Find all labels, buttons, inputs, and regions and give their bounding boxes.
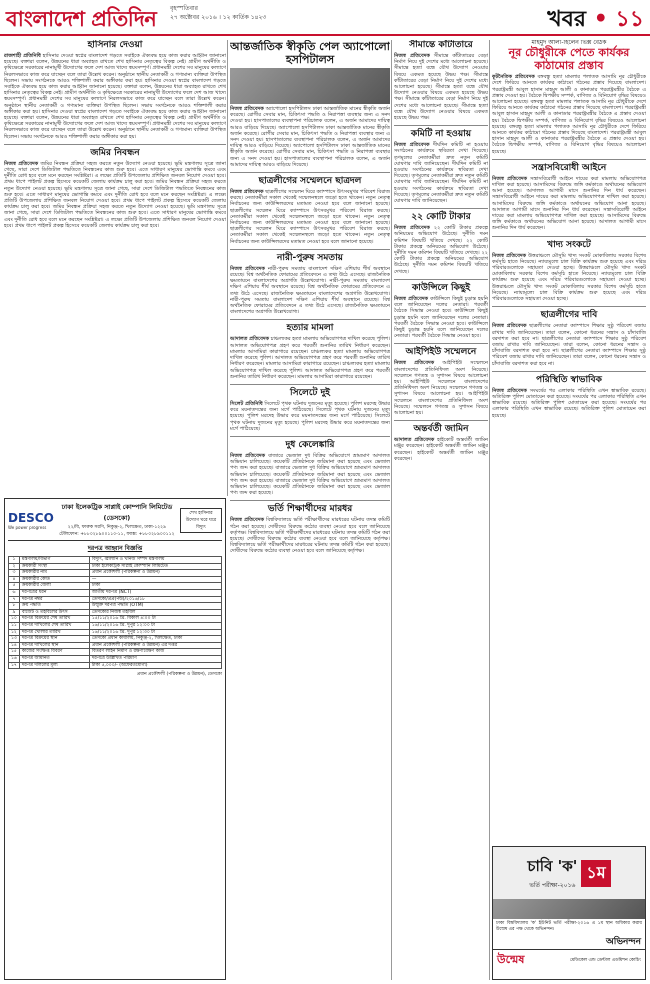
- story-headline: জমির নিবন্ধন: [90, 147, 140, 158]
- row-value: ডেসকো/প্রপ্র(পউ)/২০১৬/১৮: [89, 596, 221, 603]
- row-number: ১১: [9, 622, 20, 629]
- story: [492, 375, 646, 419]
- row-label: কাজের সংক্ষিপ্ত বিবরণ: [19, 649, 89, 656]
- org-name: ঢাকা ইলেকট্রিক সাপ্লাই কোম্পানি লিমিটেড (ডেসকো): [61, 503, 173, 522]
- story-body: [492, 323, 646, 366]
- story-byline: নিজস্ব প্রতিবেদক: [492, 252, 527, 259]
- divider: [394, 279, 488, 280]
- story-byline: নিজস্ব প্রতিবেদক: [230, 106, 264, 112]
- story: [230, 323, 390, 379]
- divider: [230, 172, 390, 173]
- row-number: ৬: [9, 589, 20, 596]
- row-number: ৮: [9, 603, 20, 610]
- story-text: বিশ্ববিদ্যালয়ে ভর্তি পরীক্ষার্থীদের মারধরের ঘটনায় তদন্ত কমিটি গঠন করা হয়েছে। দোষীদের বিরুদ্ধে কঠোর ব্যবস্থা নেওয়া হবে বলে জানিয়েছে কর্তৃপক্ষ। বিশ্ববিদ্যালয়ে ভর্তি পরীক্ষার্থীদের মারধরের ঘটনায় তদন্ত কমিটি গঠন করা হয়েছে। দোষীদের বিরুদ্ধে কঠোর ব্যবস্থা নেওয়া হবে বলে জানিয়েছে কর্তৃপক্ষ। বিশ্ববিদ্যালয়ে ভর্তি পরীক্ষার্থীদের মারধরের ঘটনায় তদন্ত কমিটি গঠন করা হয়েছে। দোষীদের বিরুদ্ধে কঠোর ব্যবস্থা নেওয়া হবে বলে জানিয়েছে কর্তৃপক্ষ।: [230, 517, 390, 555]
- row-label: ক্রয় পদ্ধতি: [19, 603, 89, 610]
- row-number: ৯: [9, 609, 20, 616]
- divider: [230, 436, 390, 437]
- story: [492, 310, 646, 366]
- story-text: অ্যাপোলো হসপিটালস ঢাকা আন্তর্জাতিক মানের স্বীকৃতি অর্জন করেছে। রোগীর সেবার মান, চিকিৎসা পদ্ধতি ও নিরাপত্তা ব্যবস্থার জন্য এ সনদ দেওয়া হয়। হাসপাতালের ব্যবস্থাপনা পরিচালক বলেন, এ অর্জন আমাদের দায়িত্ব আরও বাড়িয়ে দিয়েছে। অ্যাপোলো হসপিটালস ঢাকা আন্তর্জাতিক মানের স্বীকৃতি অর্জন করেছে। রোগীর সেবার মান, চিকিৎসা পদ্ধতি ও নিরাপত্তা ব্যবস্থার জন্য এ সনদ দেওয়া হয়। হাসপাতালের ব্যবস্থাপনা পরিচালক বলেন, এ অর্জন আমাদের দায়িত্ব আরও বাড়িয়ে দিয়েছে। অ্যাপোলো হসপিটালস ঢাকা আন্তর্জাতিক মানের স্বীকৃতি অর্জন করেছে। রোগীর সেবার মান, চিকিৎসা পদ্ধতি ও নিরাপত্তা ব্যবস্থার জন্য এ সনদ দেওয়া হয়। হাসপাতালের ব্যবস্থাপনা পরিচালক বলেন, এ অর্জন আমাদের দায়িত্ব আরও বাড়িয়ে দিয়েছে।: [230, 106, 390, 168]
- column-a: [4, 40, 226, 494]
- row-value: উন্মুক্ত দরপত্র পদ্ধতি (OTM): [89, 603, 221, 610]
- story-body: [394, 437, 488, 462]
- promo-header: [493, 847, 645, 899]
- story-text: বঙ্গবন্ধু হত্যা মামলার পলাতক আসামি নূর চৌধুরীকে দেশে ফিরিয়ে আনতে কার্যকর কাঠামো গঠনের প্রস্তাব দিয়েছে বাংলাদেশ। পররাষ্ট্রমন্ত্রী আবুল হাসান মাহমুদ আলী ও কানাডার পররাষ্ট্রমন্ত্রীর বৈঠকে এ প্রস্তাব দেওয়া হয়। বৈঠকে দ্বিপক্ষীয় সম্পর্ক, বাণিজ্য ও বিনিয়োগ বৃদ্ধির বিষয়েও আলোচনা হয়েছে। বঙ্গবন্ধু হত্যা মামলার পলাতক আসামি নূর চৌধুরীকে দেশে ফিরিয়ে আনতে কার্যকর কাঠামো গঠনের প্রস্তাব দিয়েছে বাংলাদেশ। পররাষ্ট্রমন্ত্রী আবুল হাসান মাহমুদ আলী ও কানাডার পররাষ্ট্রমন্ত্রীর বৈঠকে এ প্রস্তাব দেওয়া হয়। বৈঠকে দ্বিপক্ষীয় সম্পর্ক, বাণিজ্য ও বিনিয়োগ বৃদ্ধির বিষয়েও আলোচনা হয়েছে। বঙ্গবন্ধু হত্যা মামলার পলাতক আসামি নূর চৌধুরীকে দেশে ফিরিয়ে আনতে কার্যকর কাঠামো গঠনের প্রস্তাব দিয়েছে বাংলাদেশ। পররাষ্ট্রমন্ত্রী আবুল হাসান মাহমুদ আলী ও কানাডার পররাষ্ট্রমন্ত্রীর বৈঠকে এ প্রস্তাব দেওয়া হয়। বৈঠকে দ্বিপক্ষীয় সম্পর্ক, বাণিজ্য ও বিনিয়োগ বৃদ্ধির বিষয়েও আলোচনা হয়েছে।: [492, 74, 646, 155]
- newspaper-logo: বাংলাদেশ প্রতিদিন: [6, 6, 157, 31]
- story-byline: সিলেট প্রতিনিধি: [230, 400, 263, 407]
- tender-row: [9, 563, 222, 570]
- row-number: ১০: [9, 616, 20, 623]
- story-byline: নিজস্ব প্রতিবেদক: [230, 265, 265, 272]
- brand-name: উন্মেষ: [497, 953, 525, 966]
- story-body: [4, 53, 226, 140]
- tender-row: [9, 636, 222, 643]
- story-text: নারী-পুরুষ সমতায় বাংলাদেশ দক্ষিণ এশিয়ায় শীর্ষ অবস্থানে রয়েছে। বিশ্ব অর্থনৈতিক ফোরামের প্রতিবেদনে এ তথ্য উঠে এসেছে। রাজনৈতিক ক্ষমতায়নে বাংলাদেশের অগ্রগতি উল্লেখযোগ্য। নারী-পুরুষ সমতায় বাংলাদেশ দক্ষিণ এশিয়ায় শীর্ষ অবস্থানে রয়েছে। বিশ্ব অর্থনৈতিক ফোরামের প্রতিবেদনে এ তথ্য উঠে এসেছে। রাজনৈতিক ক্ষমতায়নে বাংলাদেশের অগ্রগতি উল্লেখযোগ্য। নারী-পুরুষ সমতায় বাংলাদেশ দক্ষিণ এশিয়ায় শীর্ষ অবস্থানে রয়েছে। বিশ্ব অর্থনৈতিক ফোরামের প্রতিবেদনে এ তথ্য উঠে এসেছে। রাজনৈতিক ক্ষমতায়নে বাংলাদেশের অগ্রগতি উল্লেখযোগ্য।: [230, 265, 390, 316]
- row-number: ১৬: [9, 655, 20, 662]
- story-text: চাঞ্চল্যকর হত্যা মামলায় অভিযোগপত্র দাখিল করেছে পুলিশ। আদালত অভিযোগপত্র গ্রহণ করে পরবর্তী শুনানির তারিখ নির্ধারণ করেছেন। মামলার আসামিরা কারাগারে রয়েছেন। চাঞ্চল্যকর হত্যা মামলায় অভিযোগপত্র দাখিল করেছে পুলিশ। আদালত অভিযোগপত্র গ্রহণ করে পরবর্তী শুনানির তারিখ নির্ধারণ করেছেন। মামলার আসামিরা কারাগারে রয়েছেন। চাঞ্চল্যকর হত্যা মামলায় অভিযোগপত্র দাখিল করেছে পুলিশ। আদালত অভিযোগপত্র গ্রহণ করে পরবর্তী শুনানির তারিখ নির্ধারণ করেছেন। মামলার আসামিরা কারাগারে রয়েছেন।: [230, 336, 390, 380]
- tender-row: [9, 642, 222, 649]
- row-value: ঢাকা ইলেকট্রিক সাপ্লাই কোম্পানি লিমিটেড: [89, 563, 221, 570]
- story-body: [394, 225, 488, 275]
- tender-row: [9, 649, 222, 656]
- story-byline: নিজস্ব প্রতিবেদক: [492, 175, 528, 182]
- story-body: [394, 296, 488, 339]
- desco-logo-text: DESCO: [8, 510, 54, 525]
- story-headline: নারী-পুরুষ সমতায়: [277, 252, 343, 263]
- story: [394, 283, 488, 339]
- story: [394, 424, 488, 462]
- story-headline: পরিস্থিতি স্বাভাবিক: [536, 374, 602, 385]
- story-text: সিলেটে পৃথক ঘটনায় দুজনের মৃত্যু হয়েছে। পুলিশ মরদেহ উদ্ধার করে ময়নাতদন্তের জন্য মর্গে পাঠিয়েছে। সিলেটে পৃথক ঘটনায় দুজনের মৃত্যু হয়েছে। পুলিশ মরদেহ উদ্ধার করে ময়নাতদন্তের জন্য মর্গে পাঠিয়েছে। সিলেটে পৃথক ঘটনায় দুজনের মৃত্যু হয়েছে। পুলিশ মরদেহ উদ্ধার করে ময়নাতদন্তের জন্য মর্গে পাঠিয়েছে।: [230, 400, 390, 432]
- promo-subtitle: ভর্তি পরীক্ষা-২০১৬: [529, 882, 576, 889]
- row-number: ১৫: [9, 649, 20, 656]
- row-value: জাতীয় দরপত্র (NCT): [89, 589, 221, 596]
- promo-footer: [493, 949, 645, 971]
- story-text: জমির নিবন্ধন প্রক্রিয়া সহজ করতে নতুন উদ্যোগ নেওয়া হয়েছে। ভূমি মন্ত্রণালয় সূত্রে জানা গেছে, সারা দেশে ডিজিটাল পদ্ধতিতে নিবন্ধনের কাজ শুরু হবে। এতে সাধারণ মানুষের ভোগান্তি কমবে এবং দুর্নীতি রোধ হবে বলে মনে করছেন সংশ্লিষ্টরা। এ লক্ষ্যে প্রতিটি উপজেলায় প্রশিক্ষিত জনবল নিয়োগ দেওয়া হবে। প্রথম ধাপে পাইলট প্রকল্প হিসেবে কয়েকটি জেলায় কার্যক্রম চালু করা হবে। জমির নিবন্ধন প্রক্রিয়া সহজ করতে নতুন উদ্যোগ নেওয়া হয়েছে। ভূমি মন্ত্রণালয় সূত্রে জানা গেছে, সারা দেশে ডিজিটাল পদ্ধতিতে নিবন্ধনের কাজ শুরু হবে। এতে সাধারণ মানুষের ভোগান্তি কমবে এবং দুর্নীতি রোধ হবে বলে মনে করছেন সংশ্লিষ্টরা। এ লক্ষ্যে প্রতিটি উপজেলায় প্রশিক্ষিত জনবল নিয়োগ দেওয়া হবে। প্রথম ধাপে পাইলট প্রকল্প হিসেবে কয়েকটি জেলায় কার্যক্রম চালু করা হবে। জমির নিবন্ধন প্রক্রিয়া সহজ করতে নতুন উদ্যোগ নেওয়া হয়েছে। ভূমি মন্ত্রণালয় সূত্রে জানা গেছে, সারা দেশে ডিজিটাল পদ্ধতিতে নিবন্ধনের কাজ শুরু হবে। এতে সাধারণ মানুষের ভোগান্তি কমবে এবং দুর্নীতি রোধ হবে বলে মনে করছেন সংশ্লিষ্টরা। এ লক্ষ্যে প্রতিটি উপজেলায় প্রশিক্ষিত জনবল নিয়োগ দেওয়া হবে। প্রথম ধাপে পাইলট প্রকল্প হিসেবে কয়েকটি জেলায় কার্যক্রম চালু করা হবে।: [4, 160, 226, 229]
- story-body: [492, 388, 646, 419]
- story-headline: দুধ কেলেঙ্কারি: [285, 439, 335, 450]
- promo-title: চাবি 'ক': [527, 857, 578, 875]
- divider: [4, 144, 226, 145]
- story-headline: খাদ্য সংকটে: [547, 239, 591, 250]
- story-body: [230, 401, 390, 432]
- story-text: কাউন্সিলে কিছুই চূড়ান্ত হয়নি বলে জানিয়েছেন দলের নেতারা। পরবর্তী বৈঠকে সিদ্ধান্ত নেওয়া হবে। কাউন্সিলে কিছুই চূড়ান্ত হয়নি বলে জানিয়েছেন দলের নেতারা। পরবর্তী বৈঠকে সিদ্ধান্ত নেওয়া হবে। কাউন্সিলে কিছুই চূড়ান্ত হয়নি বলে জানিয়েছেন দলের নেতারা। পরবর্তী বৈঠকে সিদ্ধান্ত নেওয়া হবে।: [394, 295, 488, 340]
- story: [394, 129, 488, 204]
- tender-row: [9, 557, 222, 564]
- tender-row: [9, 655, 222, 662]
- tender-table: [8, 556, 222, 669]
- coaching-advertisement: [492, 846, 646, 980]
- story-text: আইপিইউ সম্মেলনে বাংলাদেশের প্রতিনিধিদল অংশ নিয়েছে। সম্মেলনে গণতন্ত্র ও সুশাসন বিষয়ে আলোচনা হয়। আইপিইউ সম্মেলনে বাংলাদেশের প্রতিনিধিদল অংশ নিয়েছে। সম্মেলনে গণতন্ত্র ও সুশাসন বিষয়ে আলোচনা হয়। আইপিইউ সম্মেলনে বাংলাদেশের প্রতিনিধিদল অংশ নিয়েছে। সম্মেলনে গণতন্ত্র ও সুশাসন বিষয়ে আলোচনা হয়।: [394, 360, 488, 416]
- row-value: প্রধান প্রকৌশলী (পরিকল্পনা ও উন্নয়ন): [89, 570, 221, 577]
- story: [230, 440, 390, 496]
- row-number: ১৩: [9, 636, 20, 643]
- row-number: ৩: [9, 570, 20, 577]
- row-value: টাকা ৫,০০০/- (অফেরতযোগ্য): [89, 662, 221, 669]
- story-headline: সিলেটে দুই: [290, 387, 330, 398]
- row-label: ক্রয়কারীর জেলা: [19, 583, 89, 590]
- desco-logo: [8, 511, 54, 530]
- story-text: উত্তরাঞ্চলে মৌসুমি খাদ্য সংকট মোকাবিলায় সরকার বিশেষ কর্মসূচি হাতে নিয়েছে। ন্যায্যমূল্যে চাল বিক্রি কার্যক্রম শুরু হয়েছে এবং দরিদ্র পরিবারগুলোকে সহায়তা দেওয়া হচ্ছে। উত্তরাঞ্চলে মৌসুমি খাদ্য সংকট মোকাবিলায় সরকার বিশেষ কর্মসূচি হাতে নিয়েছে। ন্যায্যমূল্যে চাল বিক্রি কার্যক্রম শুরু হয়েছে এবং দরিদ্র পরিবারগুলোকে সহায়তা দেওয়া হচ্ছে। উত্তরাঞ্চলে মৌসুমি খাদ্য সংকট মোকাবিলায় সরকার বিশেষ কর্মসূচি হাতে নিয়েছে। ন্যায্যমূল্যে চাল বিক্রি কার্যক্রম শুরু হয়েছে এবং দরিদ্র পরিবারগুলোকে সহায়তা দেওয়া হচ্ছে।: [492, 252, 646, 303]
- row-label: ক্রয়কারীর নাম: [19, 570, 89, 577]
- tender-row: [9, 596, 222, 603]
- row-value: ১৬/১১/২০১৬ খ্রি. দুপুর ১২:৩০ টা: [89, 629, 221, 636]
- row-label: ক্রয়কারী সংস্থা: [19, 563, 89, 570]
- column-c: [394, 40, 488, 980]
- story-text: হাসিনার দেওয়া স্বপ্নের বাংলাদেশ গড়তে সবাইকে ঐক্যবদ্ধ হয়ে কাজ করার আহ্বান জানানো হয়েছে। বক্তারা বলেন, উন্নয়নের ধারা অব্যাহত রাখতে শেখ হাসিনার নেতৃত্বের বিকল্প নেই। গ্রামীণ অর্থনীতি ও কৃষিক্ষেত্রে সরকারের নানামুখী উদ্যোগের ফলে দেশ আজ খাদ্যে স্বয়ংসম্পূর্ণ। প্রধানমন্ত্রী দেশের সব মানুষের কল্যাণে নিরলসভাবে কাজ করে যাচ্ছেন বলে তারা উল্লেখ করেন। অনুষ্ঠানে স্থানীয় নেতাকর্মী ও গণ্যমান্য ব্যক্তিরা উপস্থিত ছিলেন। সভায় সংগঠনকে আরও শক্তিশালী করার অঙ্গীকার করা হয়। হাসিনার দেওয়া স্বপ্নের বাংলাদেশ গড়তে সবাইকে ঐক্যবদ্ধ হয়ে কাজ করার আহ্বান জানানো হয়েছে। বক্তারা বলেন, উন্নয়নের ধারা অব্যাহত রাখতে শেখ হাসিনার নেতৃত্বের বিকল্প নেই। গ্রামীণ অর্থনীতি ও কৃষিক্ষেত্রে সরকারের নানামুখী উদ্যোগের ফলে দেশ আজ খাদ্যে স্বয়ংসম্পূর্ণ। প্রধানমন্ত্রী দেশের সব মানুষের কল্যাণে নিরলসভাবে কাজ করে যাচ্ছেন বলে তারা উল্লেখ করেন। অনুষ্ঠানে স্থানীয় নেতাকর্মী ও গণ্যমান্য ব্যক্তিরা উপস্থিত ছিলেন। সভায় সংগঠনকে আরও শক্তিশালী করার অঙ্গীকার করা হয়। হাসিনার দেওয়া স্বপ্নের বাংলাদেশ গড়তে সবাইকে ঐক্যবদ্ধ হয়ে কাজ করার আহ্বান জানানো হয়েছে। বক্তারা বলেন, উন্নয়নের ধারা অব্যাহত রাখতে শেখ হাসিনার নেতৃত্বের বিকল্প নেই। গ্রামীণ অর্থনীতি ও কৃষিক্ষেত্রে সরকারের নানামুখী উদ্যোগের ফলে দেশ আজ খাদ্যে স্বয়ংসম্পূর্ণ। প্রধানমন্ত্রী দেশের সব মানুষের কল্যাণে নিরলসভাবে কাজ করে যাচ্ছেন বলে তারা উল্লেখ করেন। অনুষ্ঠানে স্থানীয় নেতাকর্মী ও গণ্যমান্য ব্যক্তিরা উপস্থিত ছিলেন। সভায় সংগঠনকে আরও শক্তিশালী করার অঙ্গীকার করা হয়।: [4, 53, 226, 140]
- row-value: বিতরণ লাইন নির্মাণ ও রক্ষণাবেক্ষণ কাজ: [89, 649, 221, 656]
- story: [230, 253, 390, 316]
- row-number: ৫: [9, 583, 20, 590]
- story-text: ২২ কোটি টাকার প্রকল্পে অনিয়মের অভিযোগ উঠেছে। দুর্নীতি দমন কমিশন বিষয়টি খতিয়ে দেখছে। ২২ কোটি টাকার প্রকল্পে অনিয়মের অভিযোগ উঠেছে। দুর্নীতি দমন কমিশন বিষয়টি খতিয়ে দেখছে। ২২ কোটি টাকার প্রকল্পে অনিয়মের অভিযোগ উঠেছে। দুর্নীতি দমন কমিশন বিষয়টি খতিয়ে দেখছে।: [394, 225, 488, 275]
- row-label: দরপত্র বিক্রয়ের স্থান: [19, 636, 89, 643]
- divider: [394, 125, 488, 126]
- story-body: [492, 253, 646, 303]
- rank-badge: ১ম: [581, 860, 610, 887]
- story-byline: নিজস্ব প্রতিবেদক: [394, 225, 430, 232]
- ad-signature: প্রধান প্রকৌশলী (পরিকল্পনা ও উন্নয়ন), ডেসকো: [136, 672, 222, 678]
- tender-row: [9, 589, 222, 596]
- story-headline: হত্যার মামলা: [286, 323, 334, 334]
- column-b: [230, 40, 390, 980]
- tender-row: [9, 662, 222, 669]
- tender-row: [9, 629, 222, 636]
- tender-row: [9, 576, 222, 583]
- story-byline: আদালত প্রতিবেদক: [394, 437, 435, 444]
- story-text: সন্ত্রাসবিরোধী আইনে দায়ের করা মামলায় অভিযোগপত্র দাখিল করা হয়েছে। আসামিদের বিরুদ্ধে জঙ্গি কর্মকাণ্ডে অর্থায়নের অভিযোগ আনা হয়েছে। আদালত আগামী মাসে শুনানির দিন ধার্য করেছেন। সন্ত্রাসবিরোধী আইনে দায়ের করা মামলায় অভিযোগপত্র দাখিল করা হয়েছে। আসামিদের বিরুদ্ধে জঙ্গি কর্মকাণ্ডে অর্থায়নের অভিযোগ আনা হয়েছে। আদালত আগামী মাসে শুনানির দিন ধার্য করেছেন। সন্ত্রাসবিরোধী আইনে দায়ের করা মামলায় অভিযোগপত্র দাখিল করা হয়েছে। আসামিদের বিরুদ্ধে জঙ্গি কর্মকাণ্ডে অর্থায়নের অভিযোগ আনা হয়েছে। আদালত আগামী মাসে শুনানির দিন ধার্য করেছেন।: [492, 175, 646, 232]
- story-byline: নিজস্ব প্রতিবেদক: [230, 452, 265, 459]
- story-body: [230, 336, 390, 379]
- story-body: [230, 106, 390, 168]
- story-headline: আইপিইউ সম্মেলনে: [405, 347, 477, 358]
- ad-header: [8, 502, 222, 541]
- column-rule: [489, 40, 490, 980]
- story-body: [230, 517, 390, 554]
- story-headline: ছাত্রলীগের দাবি: [540, 310, 598, 321]
- slogan-badge: শেখ হাসিনার উদ্যোগ ঘরে ঘরে বিদ্যুৎ: [180, 508, 222, 533]
- story-body: [230, 453, 390, 496]
- story-headline: কমিটি না হওয়ায়: [410, 129, 472, 140]
- divider: [394, 343, 488, 344]
- story-headline: আন্তর্জাতিক স্বীকৃতি পেল অ্যাপোলো হসপিটালস: [230, 40, 390, 66]
- brand-tagline: মেডিকেল এন্ড ডেন্টাল এডমিশন কোচিং: [569, 958, 641, 963]
- divider: [492, 306, 646, 307]
- story-body: [394, 53, 488, 121]
- story-body: [492, 176, 646, 232]
- desco-tagline: We power progress: [8, 524, 47, 530]
- org-address: ২২/বি, ফারুক সরণি, নিকুঞ্জ-২, খিলক্ষেত, ঢাকা-১২২৯: [67, 525, 167, 530]
- column-rule: [391, 40, 392, 980]
- row-number: ২: [9, 563, 20, 570]
- story-byline: নিজস্ব প্রতিবেদক: [230, 517, 264, 524]
- ad-organization: [58, 502, 176, 538]
- tender-row: [9, 609, 222, 616]
- story-text: দীর্ঘদিন কমিটি না হওয়ায় সংগঠনের কার্যক্রমে স্থবিরতা দেখা দিয়েছে। তৃণমূলের নেতাকর্মীরা দ্রুত নতুন কমিটি ঘোষণার দাবি জানিয়েছেন। দীর্ঘদিন কমিটি না হওয়ায় সংগঠনের কার্যক্রমে স্থবিরতা দেখা দিয়েছে। তৃণমূলের নেতাকর্মীরা দ্রুত নতুন কমিটি ঘোষণার দাবি জানিয়েছেন। দীর্ঘদিন কমিটি না হওয়ায় সংগঠনের কার্যক্রমে স্থবিরতা দেখা দিয়েছে। তৃণমূলের নেতাকর্মীরা দ্রুত নতুন কমিটি ঘোষণার দাবি জানিয়েছেন।: [394, 142, 488, 205]
- promo-text: ঢাকা বিশ্ববিদ্যালয় 'ক' ইউনিট ভর্তি পরীক্ষা-২০১৬ এ ১ম স্থান অধিকার করায় উন্মেষ এর পক্ষ থেকে অভিনন্দন।: [496, 921, 642, 932]
- story-headline: সীমান্তে কাঁটাতারে: [409, 40, 473, 50]
- divider: [230, 249, 390, 250]
- column-rule: [227, 40, 228, 496]
- story-body: [230, 266, 390, 316]
- story: [394, 40, 488, 121]
- story-headline: কাউন্সিলে কিছুই: [411, 282, 471, 293]
- row-value: দরপত্রে উল্লিখিত পরিমাণ: [89, 655, 221, 662]
- story: [492, 163, 646, 232]
- tender-row: [9, 616, 222, 623]
- story-kicker: মাহমুদ আলী-হিলেন ভিক্স বৈঠক: [531, 40, 607, 46]
- divider: [394, 208, 488, 209]
- tender-row: [9, 603, 222, 610]
- tender-advertisement: [4, 498, 226, 980]
- divider: [230, 319, 390, 320]
- story: [230, 504, 390, 554]
- row-label: দরপত্র দাখিলের স্থান: [19, 642, 89, 649]
- row-number: ৭: [9, 596, 20, 603]
- issue-date-line: ২৭ অক্টোবর ২০১৬ । ১২ কার্তিক ১৪২৩: [170, 14, 267, 21]
- divider: [230, 500, 390, 501]
- story: [394, 347, 488, 416]
- tender-row: [9, 570, 222, 577]
- section-dot-icon: •: [593, 6, 608, 32]
- row-number: ১৭: [9, 662, 20, 669]
- row-value: ঢাকা: [89, 583, 221, 590]
- row-label: দরপত্র দাখিলের শেষ তারিখ: [19, 622, 89, 629]
- issue-date: [170, 4, 266, 22]
- row-value: ডেসকোর নিজস্ব তহবিল: [89, 609, 221, 616]
- row-label: দরপত্র দলিলের মূল্য: [19, 662, 89, 669]
- section-label: [547, 2, 644, 39]
- story-headline: অন্তর্বর্তী জামিন: [413, 424, 469, 435]
- row-number: ১: [9, 557, 20, 564]
- org-contact: টেলিফোন: +৮৮০২৮৯০০১১০-১১, ফ্যাক্স: +৮৮০২৮৯০০১১২: [59, 532, 175, 537]
- row-value: বিদ্যুৎ, জ্বালানি ও খনিজ সম্পদ মন্ত্রণালয়: [89, 557, 221, 564]
- hospital-photo: [230, 68, 390, 104]
- story: [230, 388, 390, 432]
- story-byline: নিজস্ব প্রতিবেদক: [4, 160, 39, 167]
- divider: [394, 420, 488, 421]
- tender-row: [9, 622, 222, 629]
- row-value: ডেসকো প্রধান কার্যালয়, নিকুঞ্জ-২, খিলক্ষেত, ঢাকা: [89, 636, 221, 643]
- story-byline: নিজস্ব প্রতিবেদক: [492, 387, 527, 394]
- page-number: ১১: [615, 6, 644, 32]
- tender-row: [9, 583, 222, 590]
- story-text: ছাত্রলীগের সম্মেলন ঘিরে ক্যাম্পাসে উৎসবমুখর পরিবেশ বিরাজ করছে। নেতাকর্মীরা সকাল থেকেই সম্মেলনস্থলে জড়ো হতে থাকেন। নতুন নেতৃত্ব নির্বাচনের জন্য কাউন্সিলরদের মতামত নেওয়া হবে বলে জানানো হয়েছে। ছাত্রলীগের সম্মেলন ঘিরে ক্যাম্পাসে উৎসবমুখর পরিবেশ বিরাজ করছে। নেতাকর্মীরা সকাল থেকেই সম্মেলনস্থলে জড়ো হতে থাকেন। নতুন নেতৃত্ব নির্বাচনের জন্য কাউন্সিলরদের মতামত নেওয়া হবে বলে জানানো হয়েছে। ছাত্রলীগের সম্মেলন ঘিরে ক্যাম্পাসে উৎসবমুখর পরিবেশ বিরাজ করছে। নেতাকর্মীরা সকাল থেকেই সম্মেলনস্থলে জড়ো হতে থাকেন। নতুন নেতৃত্ব নির্বাচনের জন্য কাউন্সিলরদের মতামত নেওয়া হবে বলে জানানো হয়েছে।: [230, 189, 390, 245]
- row-value: ১৫/১১/২০১৬ খ্রি. বিকাল ৪:০০ টা: [89, 616, 221, 623]
- story-body: [492, 74, 646, 155]
- row-label: দরপত্রের ধরন: [19, 589, 89, 596]
- story-byline: নিজস্ব প্রতিবেদক: [230, 189, 264, 196]
- story-byline: নিজস্ব প্রতিবেদক: [394, 53, 430, 59]
- row-label: বাজেট ও তহবিলের উৎস: [19, 609, 89, 616]
- student-photo: [493, 899, 645, 919]
- divider: [492, 371, 646, 372]
- section-title: খবর: [547, 6, 587, 32]
- divider: [492, 236, 646, 237]
- story-headline: ২২ কোটি টাকার: [411, 212, 471, 223]
- row-label: দরপত্র খোলার তারিখ: [19, 629, 89, 636]
- row-value: —: [89, 576, 221, 583]
- story: [4, 40, 226, 140]
- row-label: ক্রয়কারীর কোড: [19, 576, 89, 583]
- story-headline: হাসিনার দেওয়া: [87, 40, 143, 50]
- story-byline: আদালত প্রতিবেদক: [230, 336, 269, 343]
- story-headline: ভর্তি শিক্ষার্থীদের মারধর: [267, 504, 353, 515]
- story: [4, 148, 226, 229]
- story: [230, 40, 390, 168]
- story-body: [4, 161, 226, 229]
- story-body: [230, 189, 390, 245]
- story-text: হাইকোর্ট অন্তর্বর্তী জামিন মঞ্জুর করেছেন। হাইকোর্ট অন্তর্বর্তী জামিন মঞ্জুর করেছেন। হাইকোর্ট অন্তর্বর্তী জামিন মঞ্জুর করেছেন।: [394, 437, 488, 462]
- story-headline: ছাত্রলীগের সম্মেলনে ছাত্রদল: [258, 176, 362, 187]
- lead-story: [492, 40, 646, 155]
- story-byline: কূটনৈতিক প্রতিবেদক: [492, 74, 535, 81]
- story: [230, 176, 390, 245]
- masthead: [0, 0, 650, 36]
- row-number: ১২: [9, 629, 20, 636]
- divider: [230, 384, 390, 385]
- story-text: ছাত্রলীগের নেতারা ক্যাম্পাসে শিক্ষার সুষ্ঠু পরিবেশ বজায় রাখার দাবি জানিয়েছেন। তারা বলেন, কোনো ধরনের সন্ত্রাস ও চাঁদাবাজি বরদাশত করা হবে না। ছাত্রলীগের নেতারা ক্যাম্পাসে শিক্ষার সুষ্ঠু পরিবেশ বজায় রাখার দাবি জানিয়েছেন। তারা বলেন, কোনো ধরনের সন্ত্রাস ও চাঁদাবাজি বরদাশত করা হবে না। ছাত্রলীগের নেতারা ক্যাম্পাসে শিক্ষার সুষ্ঠু পরিবেশ বজায় রাখার দাবি জানিয়েছেন। তারা বলেন, কোনো ধরনের সন্ত্রাস ও চাঁদাবাজি বরদাশত করা হবে না।: [492, 323, 646, 367]
- story-byline: নিজস্ব প্রতিবেদক: [394, 295, 428, 302]
- row-number: ১৪: [9, 642, 20, 649]
- row-label: দরপত্র নম্বর: [19, 596, 89, 603]
- issue-day: বৃহস্পতিবার: [170, 5, 198, 12]
- row-value: ১৬/১১/২০১৬ খ্রি. দুপুর ১২:০০ টা: [89, 622, 221, 629]
- story-text: সংঘর্ষের পর এলাকার পরিস্থিতি এখন স্বাভাবিক রয়েছে। অতিরিক্ত পুলিশ মোতায়েন করা হয়েছে। সংঘর্ষের পর এলাকার পরিস্থিতি এখন স্বাভাবিক রয়েছে। অতিরিক্ত পুলিশ মোতায়েন করা হয়েছে। সংঘর্ষের পর এলাকার পরিস্থিতি এখন স্বাভাবিক রয়েছে। অতিরিক্ত পুলিশ মোতায়েন করা হয়েছে।: [492, 387, 646, 419]
- story-text: বাজারে ভেজাল দুধ বিক্রির অভিযোগে ভ্রাম্যমাণ আদালত অভিযান চালিয়েছে। কয়েকটি প্রতিষ্ঠানকে জরিমানা করা হয়েছে এবং ভেজাল পণ্য জব্দ করা হয়েছে। বাজারে ভেজাল দুধ বিক্রির অভিযোগে ভ্রাম্যমাণ আদালত অভিযান চালিয়েছে। কয়েকটি প্রতিষ্ঠানকে জরিমানা করা হয়েছে এবং ভেজাল পণ্য জব্দ করা হয়েছে। বাজারে ভেজাল দুধ বিক্রির অভিযোগে ভ্রাম্যমাণ আদালত অভিযান চালিয়েছে। কয়েকটি প্রতিষ্ঠানকে জরিমানা করা হয়েছে এবং ভেজাল পণ্য জব্দ করা হয়েছে।: [230, 452, 390, 497]
- row-value: প্রধান প্রকৌশলী (পরিকল্পনা ও উন্নয়ন) এর দপ্তর: [89, 642, 221, 649]
- story-headline: সন্ত্রাসবিরোধী আইনে: [531, 162, 607, 173]
- story: [492, 240, 646, 303]
- story-byline: নিজস্ব প্রতিবেদক: [394, 142, 430, 149]
- story-byline: রাজশাহী প্রতিনিধি: [4, 53, 41, 59]
- column-d: [492, 40, 646, 840]
- row-label: দরপত্র বিক্রয়ের শেষ তারিখ: [19, 616, 89, 623]
- story-text: সীমান্তে কাঁটাতারের বেড়া নির্মাণ নিয়ে দুই দেশের মধ্যে আলোচনা হয়েছে। সীমান্তে হত্যা বন্ধে যৌথ উদ্যোগ নেওয়ার বিষয়ে একমত হয়েছে উভয় পক্ষ। সীমান্তে কাঁটাতারের বেড়া নির্মাণ নিয়ে দুই দেশের মধ্যে আলোচনা হয়েছে। সীমান্তে হত্যা বন্ধে যৌথ উদ্যোগ নেওয়ার বিষয়ে একমত হয়েছে উভয় পক্ষ। সীমান্তে কাঁটাতারের বেড়া নির্মাণ নিয়ে দুই দেশের মধ্যে আলোচনা হয়েছে। সীমান্তে হত্যা বন্ধে যৌথ উদ্যোগ নেওয়ার বিষয়ে একমত হয়েছে উভয় পক্ষ।: [394, 53, 488, 122]
- promo-congrats: অভিনন্দন: [605, 937, 641, 947]
- story-body: [394, 142, 488, 204]
- story-headline: নূর চৌধুরীকে পেতে কার্যকর কাঠামোর প্রস্তাব: [508, 46, 630, 73]
- divider: [492, 159, 646, 160]
- story: [394, 212, 488, 275]
- row-label: মন্ত্রণালয়/বিভাগ: [19, 557, 89, 564]
- row-label: দরপত্র জামানত: [19, 655, 89, 662]
- story-byline: নিজস্ব প্রতিবেদক: [394, 360, 435, 367]
- story-byline: নিজস্ব প্রতিবেদক: [492, 323, 527, 330]
- story-body: [394, 360, 488, 416]
- ad-title: দরপত্র আহ্বান বিজ্ঞপ্তি: [87, 545, 143, 552]
- row-number: ৪: [9, 576, 20, 583]
